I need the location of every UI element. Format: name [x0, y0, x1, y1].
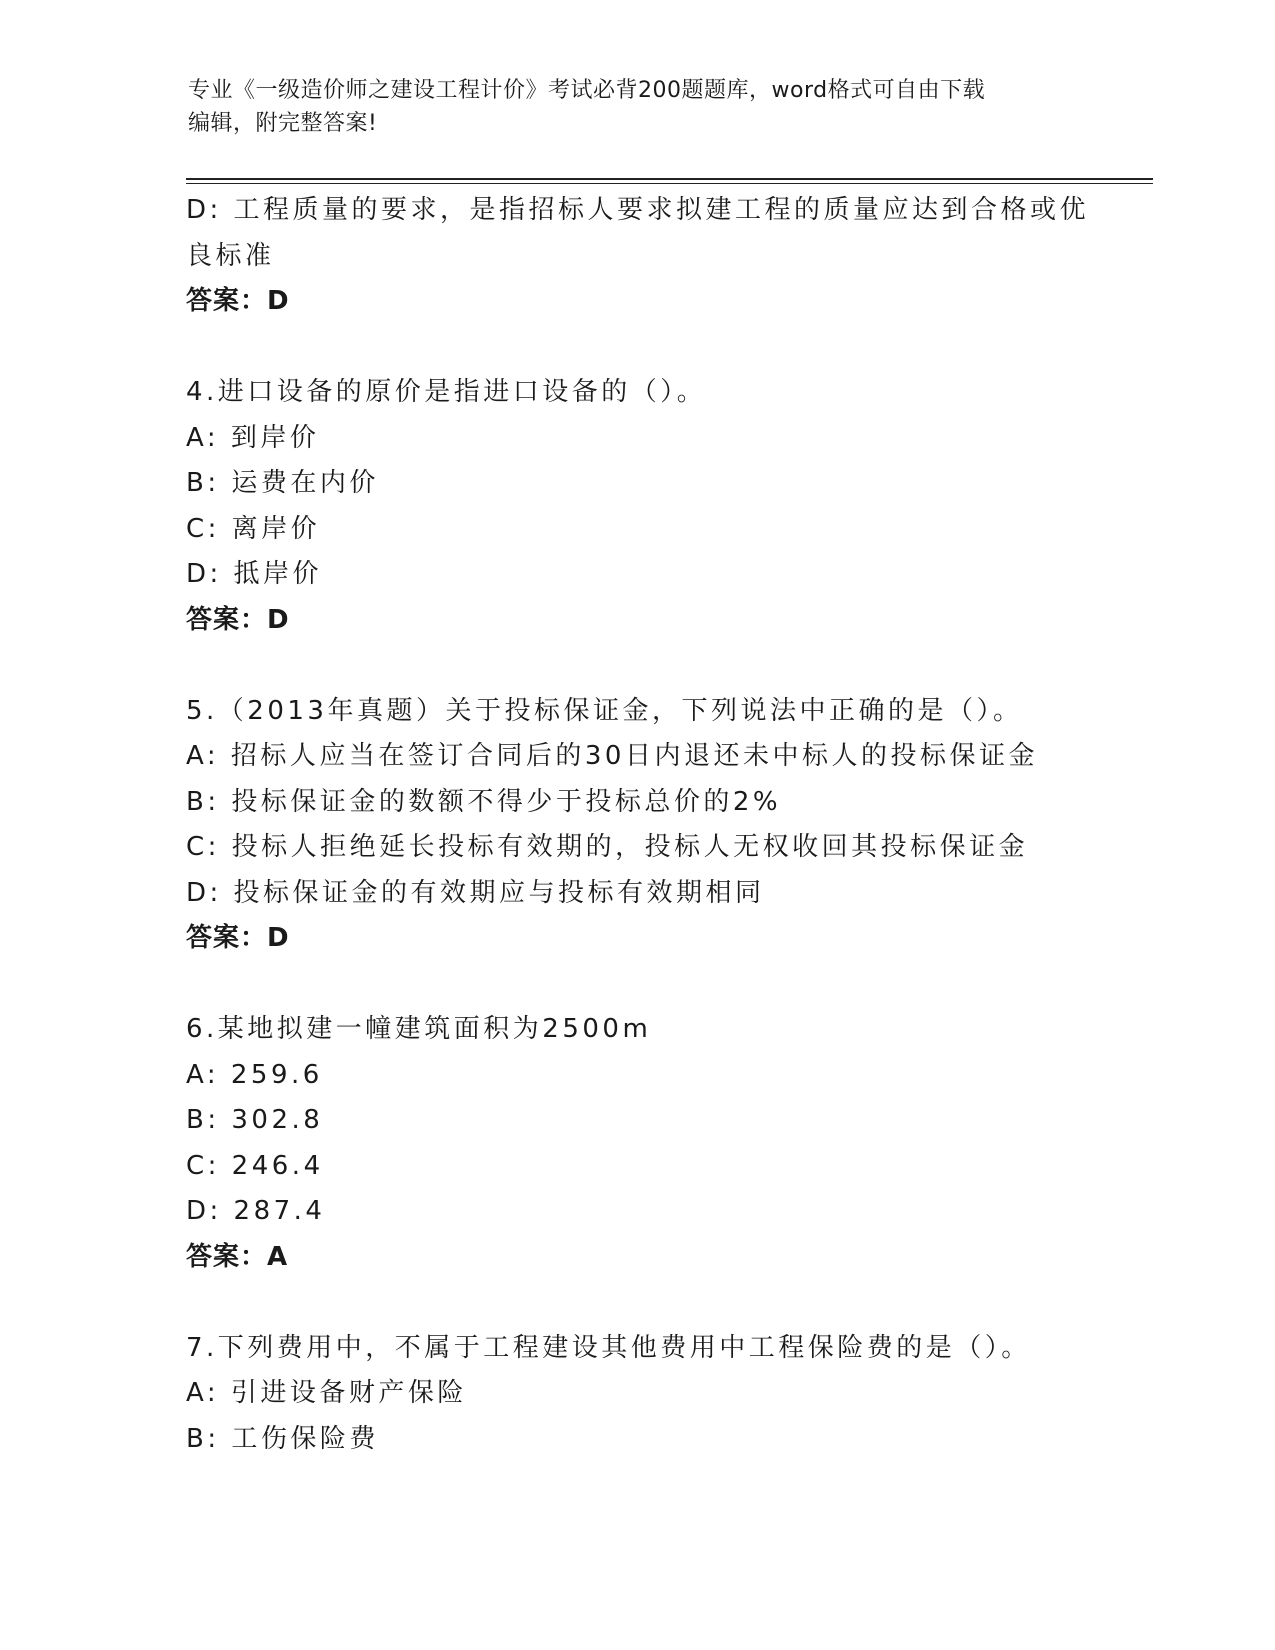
question-6-answer: 答案：A — [186, 1241, 289, 1272]
question-7 — [186, 1326, 1086, 1463]
question-5-stem: 5.（2013年真题）关于投标保证金，下列说法中正确的是（）。 — [186, 695, 1023, 726]
question-4-option-b: B: 运费在内价 — [186, 468, 379, 498]
question-5-option-b: B: 投标保证金的数额不得少于投标总价的2% — [186, 786, 782, 817]
question-5-answer: 答案：D — [186, 923, 290, 953]
spacer — [186, 962, 1086, 1008]
question-list — [186, 188, 1090, 1462]
question-3-option-d-line-2: 良标准 — [186, 240, 275, 271]
question-5 — [186, 689, 1086, 962]
question-4-option-a: A: 到岸价 — [186, 422, 320, 453]
header-divider-thin — [186, 183, 1153, 184]
question-6-option-b: B: 302.8 — [186, 1105, 324, 1135]
document-header — [188, 74, 1088, 140]
question-3-answer: 答案：D — [186, 286, 290, 316]
spacer — [186, 325, 1086, 371]
question-3-tail — [186, 188, 1090, 325]
question-6-option-d: D: 287.4 — [186, 1196, 326, 1226]
question-4-answer: 答案：D — [186, 604, 290, 635]
question-7-stem: 7.下列费用中，不属于工程建设其他费用中工程保险费的是（）。 — [186, 1332, 1031, 1363]
spacer — [186, 1280, 1086, 1326]
header-line-2: 编辑，附完整答案! — [188, 111, 378, 136]
question-6 — [186, 1007, 1086, 1280]
question-5-option-d: D: 投标保证金的有效期应与投标有效期相同 — [186, 877, 765, 908]
question-7-option-a: A: 引进设备财产保险 — [186, 1378, 467, 1408]
question-4-stem: 4.进口设备的原价是指进口设备的（）。 — [186, 377, 707, 407]
question-6-stem: 6.某地拟建一幢建筑面积为2500m — [186, 1014, 652, 1044]
question-4-option-d: D: 抵岸价 — [186, 559, 323, 589]
question-3-option-d-line-1: D: 工程质量的要求，是指招标人要求拟建工程的质量应达到合格或优 — [186, 195, 1090, 225]
question-5-option-c: C: 投标人拒绝延长投标有效期的，投标人无权收回其投标保证金 — [186, 832, 1029, 862]
header-divider-thick — [186, 178, 1153, 180]
spacer — [186, 643, 1086, 689]
question-7-option-b: B: 工伤保险费 — [186, 1423, 379, 1454]
question-6-option-a: A: 259.6 — [186, 1059, 323, 1090]
question-4 — [186, 370, 1086, 643]
header-line-1: 专业《一级造价师之建设工程计价》考试必背200题题库，word格式可自由下载 — [188, 78, 986, 103]
question-6-option-c: C: 246.4 — [186, 1150, 324, 1181]
question-5-option-a: A: 招标人应当在签订合同后的30日内退还未中标人的投标保证金 — [186, 741, 1038, 771]
question-4-option-c: C: 离岸价 — [186, 513, 321, 544]
